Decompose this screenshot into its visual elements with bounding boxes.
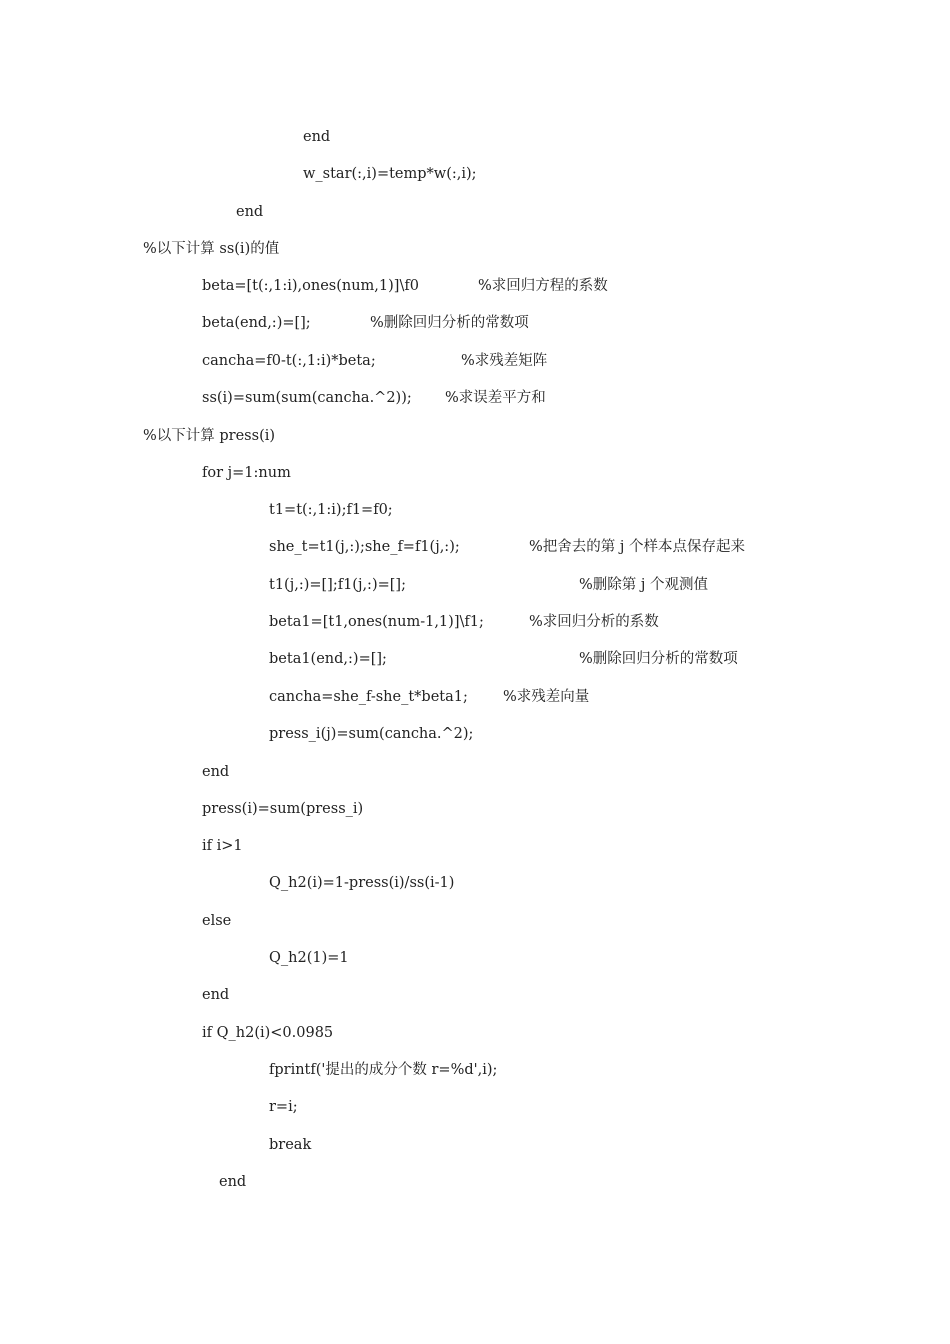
code-line: else bbox=[202, 913, 232, 929]
inline-comment: %删除回归分析的常数项 bbox=[579, 651, 738, 667]
code-line: ss(i)=sum(sum(cancha.^2)); bbox=[202, 390, 412, 406]
inline-comment: %求残差矩阵 bbox=[461, 353, 548, 369]
comment-line: %以下计算 press(i) bbox=[143, 428, 276, 444]
code-line: if i>1 bbox=[202, 838, 243, 854]
code-line: w_star(:,i)=temp*w(:,i); bbox=[303, 166, 477, 182]
code-line: she_t=t1(j,:);she_f=f1(j,:); bbox=[269, 539, 460, 555]
code-line: beta(end,:)=[]; bbox=[202, 315, 311, 331]
code-line: beta1(end,:)=[]; bbox=[269, 651, 387, 667]
code-line: end bbox=[202, 764, 230, 780]
code-line: for j=1:num bbox=[202, 465, 291, 481]
code-line: Q_h2(1)=1 bbox=[269, 950, 349, 966]
inline-comment: %求误差平方和 bbox=[445, 390, 546, 406]
inline-comment: %删除回归分析的常数项 bbox=[370, 315, 529, 331]
code-line: break bbox=[269, 1137, 312, 1153]
code-line: beta=[t(:,1:i),ones(num,1)]\f0 bbox=[202, 278, 419, 294]
code-line: cancha=f0-t(:,1:i)*beta; bbox=[202, 353, 376, 369]
code-line: t1=t(:,1:i);f1=f0; bbox=[269, 502, 393, 518]
inline-comment: %求回归分析的系数 bbox=[529, 614, 659, 630]
code-line: Q_h2(i)=1-press(i)/ss(i-1) bbox=[269, 875, 455, 891]
comment-line: %以下计算 ss(i)的值 bbox=[143, 241, 280, 257]
code-line: end bbox=[219, 1174, 247, 1190]
code-line: end bbox=[236, 204, 264, 220]
code-line: beta1=[t1,ones(num-1,1)]\f1; bbox=[269, 614, 484, 630]
code-line: if Q_h2(i)<0.0985 bbox=[202, 1025, 334, 1041]
code-line: fprintf('提出的成分个数 r=%d',i); bbox=[269, 1062, 498, 1078]
code-line: press(i)=sum(press_i) bbox=[202, 801, 364, 817]
code-line: r=i; bbox=[269, 1099, 298, 1115]
inline-comment: %把舍去的第 j 个样本点保存起来 bbox=[529, 539, 745, 555]
code-line: end bbox=[303, 129, 331, 145]
code-line: cancha=she_f-she_t*beta1; bbox=[269, 689, 468, 705]
code-line: t1(j,:)=[];f1(j,:)=[]; bbox=[269, 577, 406, 593]
inline-comment: %删除第 j 个观测值 bbox=[579, 577, 708, 593]
code-line: press_i(j)=sum(cancha.^2); bbox=[269, 726, 474, 742]
inline-comment: %求残差向量 bbox=[503, 689, 590, 705]
code-line: end bbox=[202, 987, 230, 1003]
inline-comment: %求回归方程的系数 bbox=[478, 278, 608, 294]
